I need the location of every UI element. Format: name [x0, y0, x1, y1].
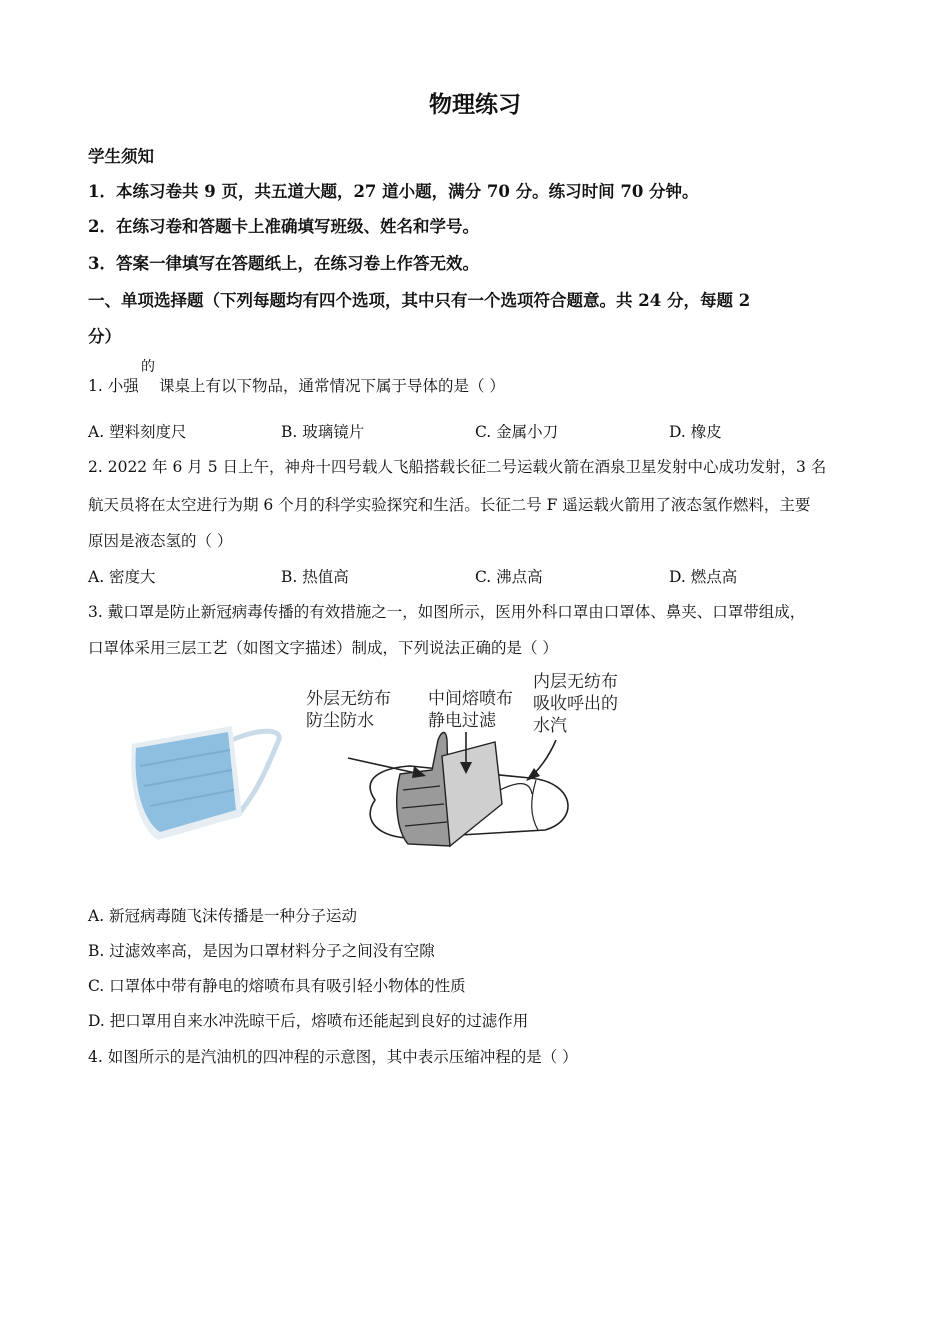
q4-stem: 4. 如图所示的是汽油机的四冲程的示意图，其中表示压缩冲程的是（ ） — [88, 1048, 578, 1066]
q2-option-b: B. 热值高 — [281, 568, 349, 586]
q3-stem-line: 3. 戴口罩是防止新冠病毒传播的有效措施之一，如图所示，医用外科口罩由口罩体、鼻夹、口罩带组成， — [88, 603, 806, 621]
q3-stem-line: 口罩体采用三层工艺（如图文字描述）制成，下列说法正确的是（ ） — [88, 639, 558, 657]
q2-stem-line: 原因是液态氢的（ ） — [88, 532, 233, 550]
q1-option-b: B. 玻璃镜片 — [281, 423, 365, 441]
outer-layer-label: 外层无纺布 防尘防水 — [306, 689, 391, 731]
q1-superscript: 的 — [141, 359, 155, 375]
page-title: 物理练习 — [429, 91, 521, 118]
q2-stem-line: 航天员将在太空进行为期 6 个月的科学实验探究和生活。长征二号 F 遥运载火箭用了液态氢作燃料，主要 — [88, 496, 811, 514]
q2-stem-line: 2. 2022 年 6 月 5 日上午，神舟十四号载人飞船搭载长征二号运载火箭在酒泉卫星发射中心成功发射，3 名 — [88, 458, 827, 476]
q2-option-d: D. 燃点高 — [669, 568, 738, 586]
mask-photo — [131, 726, 279, 840]
notice-item: 2．在练习卷和答题卡上准确填写班级、姓名和学号。 — [88, 217, 479, 236]
section-heading: 一、单项选择题（下列每题均有四个选项，其中只有一个选项符合题意。共 24 分，每题 2 — [88, 291, 751, 310]
q2-option-c: C. 沸点高 — [475, 568, 543, 586]
q1-option-a: A. 塑料刻度尺 — [88, 423, 187, 441]
q1-option-c: C. 金属小刀 — [475, 423, 559, 441]
q3-option-d: D. 把口罩用自来水冲洗晾干后，熔喷布还能起到良好的过滤作用 — [88, 1012, 529, 1030]
q2-option-a: A. 密度大 — [88, 568, 156, 586]
section-heading-cont: 分） — [88, 327, 121, 346]
inner-layer-label: 内层无纺布 吸收呼出的 水汽 — [533, 672, 618, 736]
q3-option-b: B. 过滤效率高，是因为口罩材料分子之间没有空隙 — [88, 942, 435, 960]
middle-layer-label: 中间熔喷布 静电过滤 — [428, 689, 513, 731]
q1-stem-a: 1. 小强 — [88, 377, 139, 395]
notice-heading: 学生须知 — [88, 147, 154, 166]
q3-option-a: A. 新冠病毒随飞沫传播是一种分子运动 — [88, 907, 358, 925]
notice-item: 3．答案一律填写在答题纸上，在练习卷上作答无效。 — [88, 254, 479, 273]
notice-item: 1．本练习卷共 9 页，共五道大题，27 道小题，满分 70 分。练习时间 70 分钟。 — [88, 182, 699, 201]
q3-option-c: C. 口罩体中带有静电的熔喷布具有吸引轻小物体的性质 — [88, 977, 466, 995]
q1-stem-b: 课桌上有以下物品，通常情况下属于导体的是（ ） — [159, 377, 505, 395]
mask-layers-diagram — [348, 732, 568, 846]
q1-option-d: D. 橡皮 — [669, 423, 722, 441]
